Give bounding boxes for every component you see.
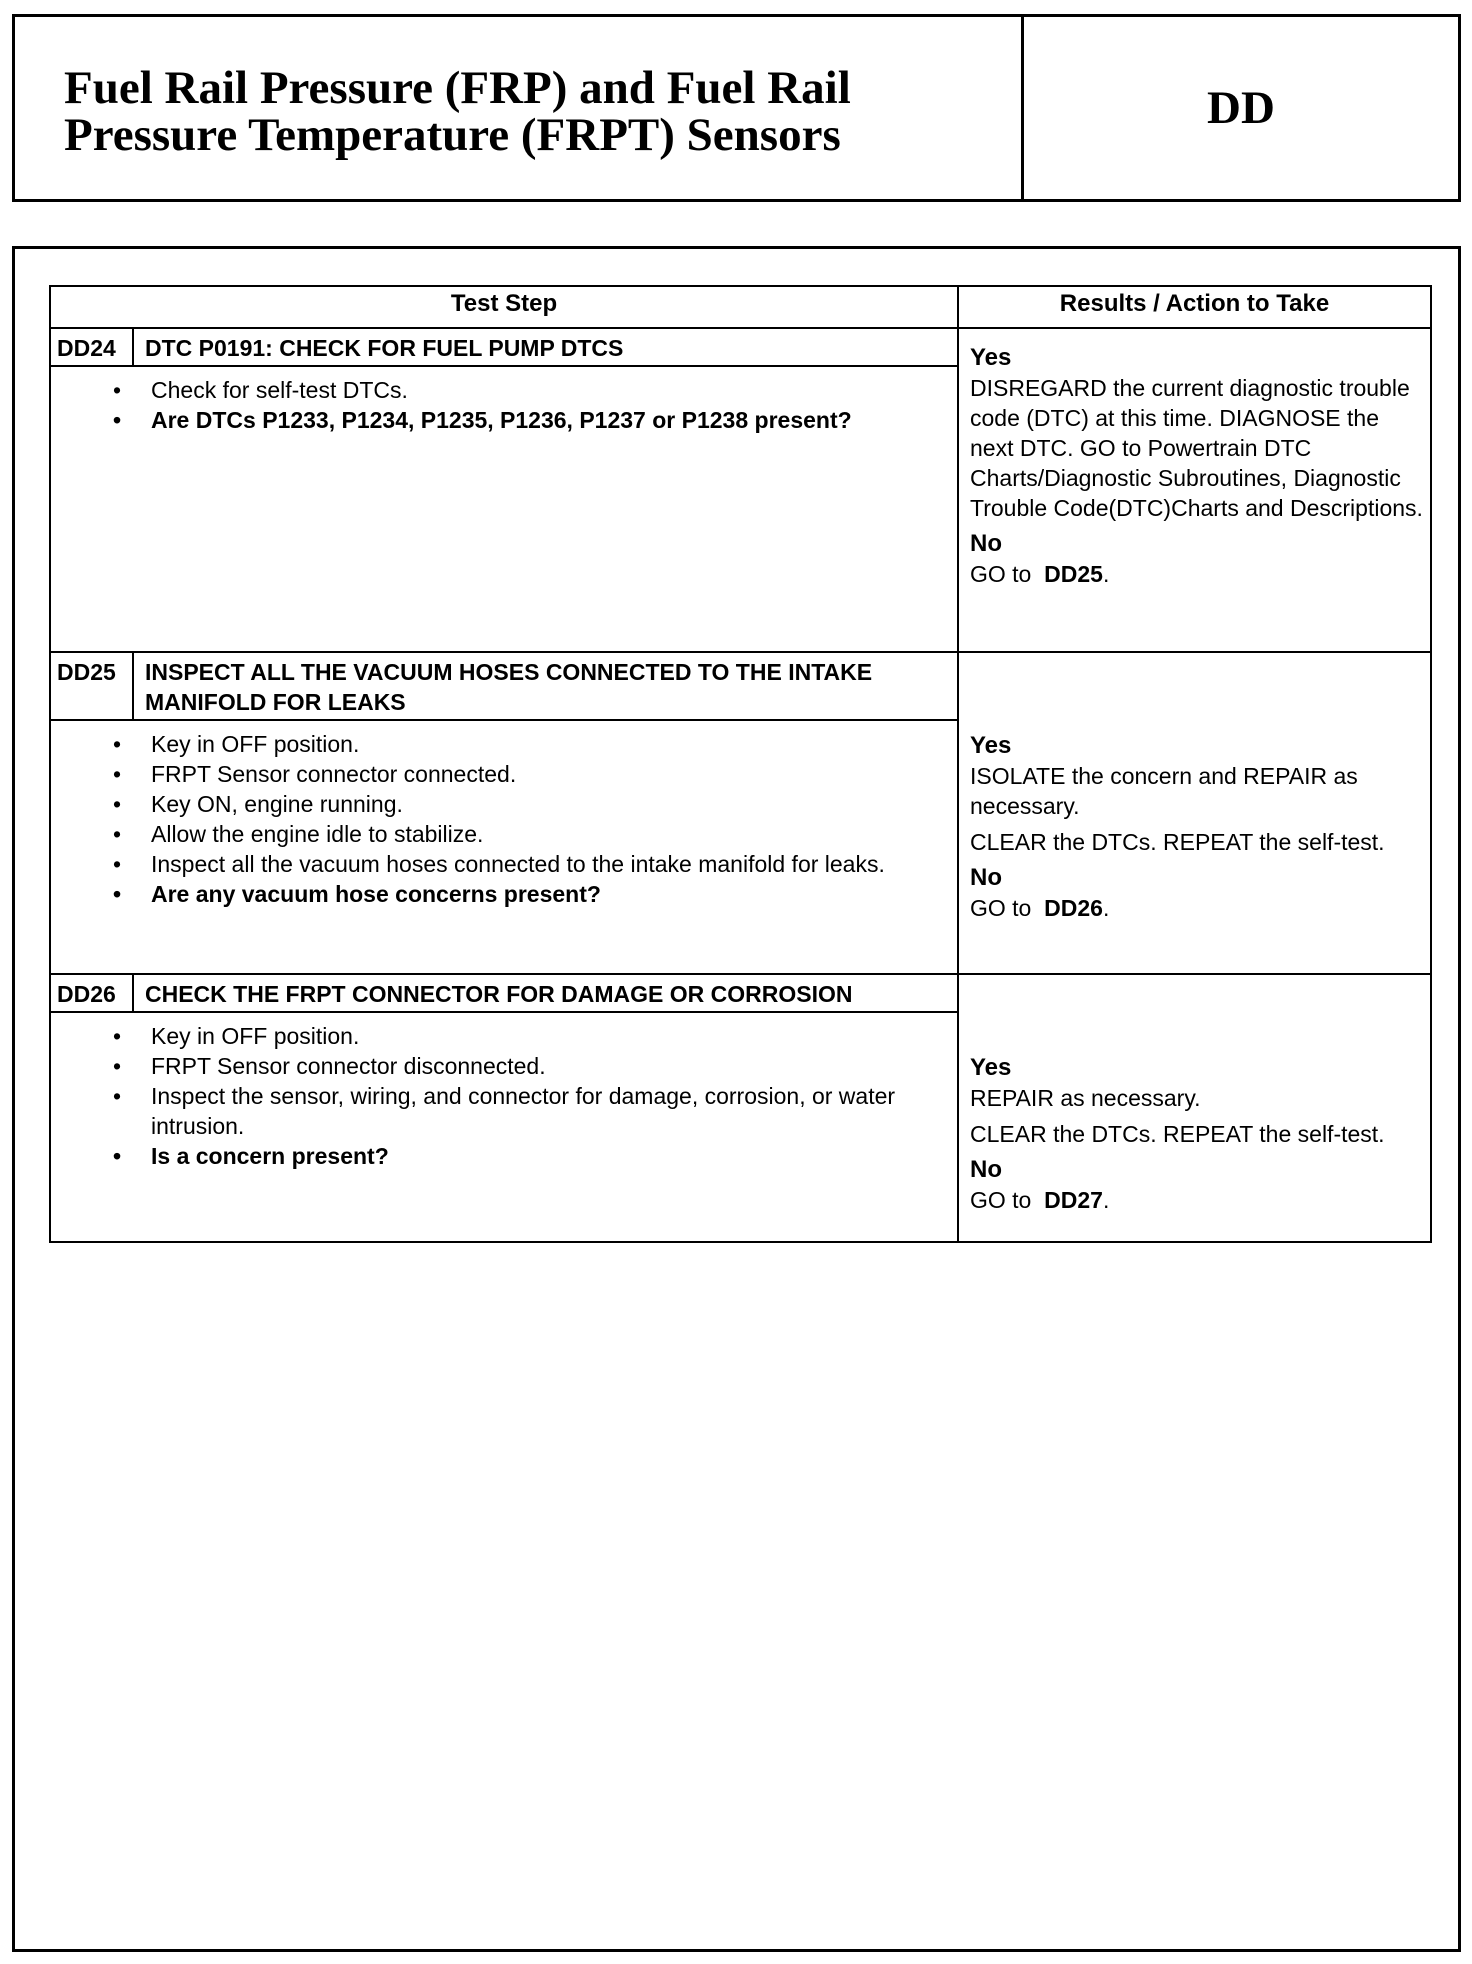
yes-action: ISOLATE the concern and REPAIR as necessary. xyxy=(970,763,1358,819)
goto-text: GO to xyxy=(970,1187,1032,1213)
step-title: INSPECT ALL THE VACUUM HOSES CONNECTED TO THE INTAKE MANIFOLD FOR LEAKS xyxy=(133,652,958,720)
instruction-question: • Are any vacuum hose concerns present? xyxy=(151,879,947,909)
test-step-table xyxy=(49,285,1432,1243)
no-action xyxy=(970,893,1424,923)
goto-text: GO to xyxy=(970,895,1032,921)
yes-action: REPAIR as necessary. xyxy=(970,1085,1201,1111)
page-title-line-2: Pressure Temperature (FRPT) Sensors xyxy=(64,109,841,161)
step-body xyxy=(50,1012,958,1242)
step-title-row xyxy=(50,328,1431,366)
yes-action: CLEAR the DTCs. REPEAT the self-test. xyxy=(970,1121,1385,1147)
page-header xyxy=(12,14,1461,202)
instruction-item: • Inspect all the vacuum hoses connected to the intake manifold for leaks. xyxy=(151,849,947,879)
yes-action: DISREGARD the current diagnostic trouble code (DTC) at this time. DIAGNOSE the next DTC. GO to Powertrain DTC Charts/Diagnostic Subroutines, Diagnostic Trouble Code(DTC)Charts and Descriptions. xyxy=(970,375,1423,521)
goto-target: DD25 xyxy=(1044,561,1103,587)
step-title: CHECK THE FRPT CONNECTOR FOR DAMAGE OR CORROSION xyxy=(133,974,958,1012)
column-header-results: Results / Action to Take xyxy=(958,286,1431,328)
yes-action: CLEAR the DTCs. REPEAT the self-test. xyxy=(970,829,1385,855)
step-title-row xyxy=(50,974,1431,1012)
step-results xyxy=(958,974,1431,1242)
step-body xyxy=(50,720,958,974)
instruction-question: • Are DTCs P1233, P1234, P1235, P1236, P1237 or P1238 present? xyxy=(151,405,947,435)
yes-label: Yes xyxy=(970,344,1012,371)
step-title: DTC P0191: CHECK FOR FUEL PUMP DTCS xyxy=(133,328,958,366)
goto-end: . xyxy=(1102,561,1110,587)
step-instructions xyxy=(51,729,947,909)
instruction-item: • FRPT Sensor connector connected. xyxy=(151,759,947,789)
no-action xyxy=(970,559,1424,589)
test-step-dd25 xyxy=(50,652,1431,974)
yes-label: Yes xyxy=(970,1054,1012,1081)
instruction-item: • Key in OFF position. xyxy=(151,1021,947,1051)
instruction-item: • Inspect the sensor, wiring, and connector for damage, corrosion, or water intrusion. xyxy=(151,1081,947,1141)
goto-target: DD26 xyxy=(1044,895,1103,921)
goto-end: . xyxy=(1102,895,1110,921)
instruction-item: • Allow the engine idle to stabilize. xyxy=(151,819,947,849)
goto-target: DD27 xyxy=(1044,1187,1103,1213)
step-title-row xyxy=(50,652,1431,720)
step-results xyxy=(958,328,1431,652)
no-label: No xyxy=(970,530,1002,557)
step-results xyxy=(958,652,1431,974)
section-code: DD xyxy=(1207,82,1275,134)
yes-label: Yes xyxy=(970,732,1012,759)
page-title-line-1: Fuel Rail Pressure (FRP) and Fuel Rail xyxy=(64,62,851,114)
page-title xyxy=(15,17,1024,199)
content-frame xyxy=(12,246,1461,1952)
step-instructions xyxy=(51,1021,947,1171)
instruction-item: • Check for self-test DTCs. xyxy=(151,375,947,405)
instruction-item: • Key ON, engine running. xyxy=(151,789,947,819)
goto-text: GO to xyxy=(970,561,1032,587)
step-instructions xyxy=(51,375,947,435)
instruction-question: • Is a concern present? xyxy=(151,1141,947,1171)
test-step-dd26 xyxy=(50,974,1431,1242)
step-body xyxy=(50,366,958,652)
table-header-row xyxy=(50,286,1431,328)
step-id: DD25 xyxy=(50,652,133,720)
no-action xyxy=(970,1185,1424,1215)
step-id: DD24 xyxy=(50,328,133,366)
test-step-dd24 xyxy=(50,328,1431,652)
no-label: No xyxy=(970,1156,1002,1183)
step-id: DD26 xyxy=(50,974,133,1012)
goto-end: . xyxy=(1102,1187,1110,1213)
instruction-item: • FRPT Sensor connector disconnected. xyxy=(151,1051,947,1081)
column-header-test-step: Test Step xyxy=(50,286,958,328)
no-label: No xyxy=(970,864,1002,891)
instruction-item: • Key in OFF position. xyxy=(151,729,947,759)
